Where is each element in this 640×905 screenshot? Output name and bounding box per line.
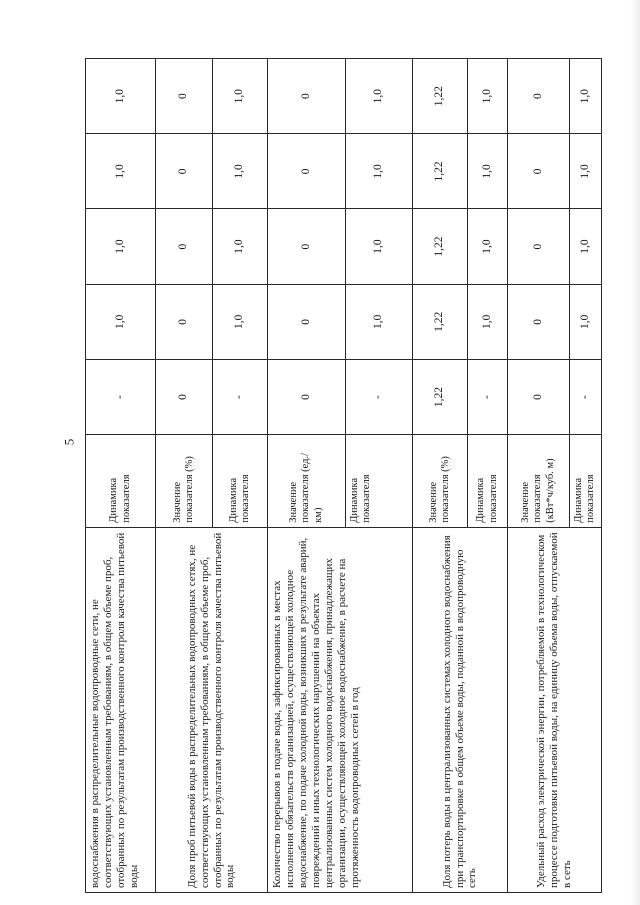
metric-value: 0 xyxy=(508,59,570,134)
rotated-table-wrapper xyxy=(85,58,600,893)
metric-value: 0 xyxy=(268,59,346,134)
scan-edge-shadow xyxy=(630,0,640,905)
table-row xyxy=(156,59,213,893)
metric-label: Значение показателя (ед./км) xyxy=(268,435,346,528)
metric-value: 1,0 xyxy=(468,134,508,209)
metric-value: 1,22 xyxy=(413,209,468,284)
metric-value: 0 xyxy=(508,284,570,359)
metric-label: Динамика показателя xyxy=(213,435,268,528)
metric-value: 0 xyxy=(508,134,570,209)
page-number: 5 xyxy=(61,438,77,446)
metric-value: - xyxy=(570,359,602,434)
metric-value: 0 xyxy=(268,284,346,359)
indicator-description: Удельный расход электрической энергии, потребляемой в технологическом процессе подготовки питьевой воды, на единицу объема воды, отпускаемой в сеть xyxy=(508,527,602,892)
metric-value: 1,0 xyxy=(346,209,413,284)
indicator-description: Доля потерь воды в централизованных системах холодного водоснабжения при транспортировке в общем объеме воды, поданной в водопроводную сеть xyxy=(413,527,508,892)
metric-value: - xyxy=(346,359,413,434)
metric-value: 1,22 xyxy=(413,359,468,434)
metric-label: Значение показателя (кВт*ч/куб. м) xyxy=(508,435,570,528)
metric-label: Значение показателя (%) xyxy=(413,435,468,528)
metric-value: - xyxy=(468,359,508,434)
metric-value: 0 xyxy=(268,359,346,434)
metric-value: 0 xyxy=(508,359,570,434)
metric-value: 0 xyxy=(156,134,213,209)
metric-label: Значение показателя (%) xyxy=(156,435,213,528)
metric-value: 1,0 xyxy=(213,284,268,359)
metric-value: 1,0 xyxy=(570,284,602,359)
metric-value: 1,0 xyxy=(86,59,156,134)
metric-value: 1,22 xyxy=(413,59,468,134)
metric-label: Динамика показателя xyxy=(86,435,156,528)
metric-value: 0 xyxy=(268,134,346,209)
indicator-description: Доля проб питьевой воды в распределительных водопроводных сетях, не соответствующих установленным требованиям, в общем объеме проб, отобранных по результатам производственного контроля качества питьевой воды xyxy=(156,527,268,892)
metric-value: 1,0 xyxy=(570,59,602,134)
table-row xyxy=(268,59,346,893)
metric-label: Динамика показателя xyxy=(468,435,508,528)
metric-value: 0 xyxy=(156,209,213,284)
metric-value: 1,0 xyxy=(213,209,268,284)
table-row xyxy=(508,59,570,893)
metric-value: - xyxy=(213,359,268,434)
metric-value: 0 xyxy=(268,209,346,284)
metric-value: 1,0 xyxy=(468,284,508,359)
metric-value: 1,22 xyxy=(413,284,468,359)
metric-value: 1,0 xyxy=(346,134,413,209)
metric-value: 1,0 xyxy=(86,134,156,209)
table-row xyxy=(86,59,156,893)
metric-value: 1,0 xyxy=(86,209,156,284)
metric-value: 1,0 xyxy=(213,59,268,134)
metric-value: 1,0 xyxy=(346,284,413,359)
metric-value: 1,0 xyxy=(86,284,156,359)
metric-value: 0 xyxy=(156,59,213,134)
metric-value: 1,0 xyxy=(346,59,413,134)
metric-label: Динамика показателя xyxy=(346,435,413,528)
metric-value: 1,0 xyxy=(468,59,508,134)
metric-value: 0 xyxy=(156,359,213,434)
indicator-description: Количество перерывов в подаче воды, зафиксированных в местах исполнения обязательств организацией, осуществляющей холодное водоснабжение, по подаче холодной воды, возникших в результате аварий, повреждений и иных технологических нарушений на объектах централизованных систем холодного водоснабжения, принадлежащих организации, осуществляющей холодное водоснабжение, в расчете на протяженность водопроводных сетей в год xyxy=(268,527,413,892)
indicator-description: водоснабжения в распределительные водопроводные сети, не соответствующих установленным требованиям, в общем объеме проб, отобранных по результатам производственного контроля качества питьевой воды xyxy=(86,527,156,892)
metric-value: 1,0 xyxy=(213,134,268,209)
table-row xyxy=(413,59,468,893)
metric-value: - xyxy=(86,359,156,434)
metric-value: 1,0 xyxy=(570,134,602,209)
metric-value: 1,0 xyxy=(570,209,602,284)
metric-label: Динамика показателя xyxy=(570,435,602,528)
metric-value: 0 xyxy=(156,284,213,359)
metric-value: 1,0 xyxy=(468,209,508,284)
metric-value: 1,22 xyxy=(413,134,468,209)
indicators-table xyxy=(85,58,602,893)
metric-value: 0 xyxy=(508,209,570,284)
